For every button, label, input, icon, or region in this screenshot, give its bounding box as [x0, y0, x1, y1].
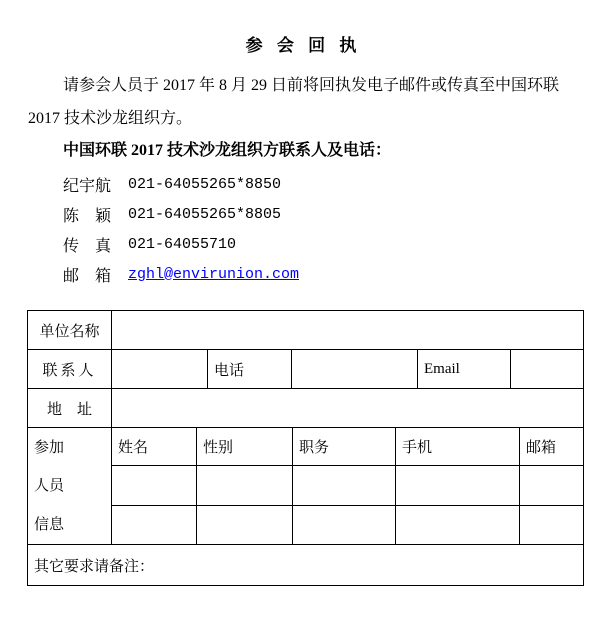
phone-input-cell[interactable]: [291, 350, 417, 388]
participant-email-cell[interactable]: [519, 506, 583, 544]
participant-entry-row: [112, 505, 583, 544]
email-input-cell[interactable]: [510, 350, 583, 388]
header-name: 姓名: [118, 440, 149, 456]
contact-name: 邮 箱: [63, 267, 112, 285]
address-label: 地 址: [46, 401, 92, 418]
participants-block: [28, 427, 583, 544]
notes-label[interactable]: 其它要求请备注：: [34, 558, 155, 575]
contact-list: [63, 169, 606, 289]
table-row-notes: [28, 544, 583, 585]
header-gender: 性别: [196, 428, 292, 465]
participants-label-line: 信息: [34, 516, 65, 533]
participant-gender-cell[interactable]: [196, 466, 292, 505]
header-email: 邮箱: [519, 428, 583, 465]
participant-position-cell[interactable]: [292, 466, 395, 505]
participant-entry-row: [112, 465, 583, 505]
phone-label: 电话: [207, 350, 291, 388]
contact-name: 纪宇航: [63, 177, 112, 195]
participants-label-line: 参加: [34, 440, 65, 456]
header-mobile: 手机: [395, 428, 519, 465]
contact-line-email: [63, 259, 606, 289]
participant-gender-cell[interactable]: [196, 506, 292, 544]
page-title: 参 会 回 执: [245, 36, 361, 55]
email-label: Email: [417, 350, 510, 388]
contact-person-label: 联系人: [42, 362, 97, 379]
fax-number: 021-64055710: [128, 235, 237, 253]
participant-name-cell[interactable]: [112, 506, 196, 544]
participant-email-cell[interactable]: [519, 466, 583, 505]
contact-name: 陈 颖: [63, 207, 112, 225]
contact-line-jiyuhang: [63, 169, 606, 199]
company-name-input-cell[interactable]: [111, 311, 583, 349]
participant-mobile-cell[interactable]: [395, 466, 519, 505]
contact-heading: 中国环联 2017 技术沙龙组织方联系人及电话：: [63, 142, 392, 159]
contact-line-chenying: [63, 199, 606, 229]
reply-form-table: [27, 310, 584, 586]
participants-header-row: [112, 428, 583, 465]
company-name-label: 单位名称: [39, 323, 100, 340]
intro-paragraph: 请参会人员于 2017 年 8 月 29 日前将回执发电子邮件或传真至中国环联 2017 技术沙龙组织方。: [28, 77, 560, 127]
participant-mobile-cell[interactable]: [395, 506, 519, 544]
contact-phone: 021-64055265*8850: [128, 175, 282, 193]
participant-position-cell[interactable]: [292, 506, 395, 544]
participants-grid: [111, 428, 583, 544]
table-row-contact: [28, 349, 583, 388]
email-link[interactable]: zghl@envirunion.com: [128, 265, 300, 283]
participant-name-cell[interactable]: [112, 466, 196, 505]
table-row-address: [28, 388, 583, 427]
participants-label-line: 人员: [34, 478, 65, 494]
contact-line-fax: [63, 229, 606, 259]
table-row-company: [28, 311, 583, 349]
participants-label-cell: [28, 428, 111, 544]
address-input-cell[interactable]: [111, 389, 583, 427]
header-position: 职务: [292, 428, 395, 465]
contact-person-input-cell[interactable]: [111, 350, 207, 388]
contact-phone: 021-64055265*8805: [128, 205, 282, 223]
contact-name: 传 真: [63, 237, 112, 255]
